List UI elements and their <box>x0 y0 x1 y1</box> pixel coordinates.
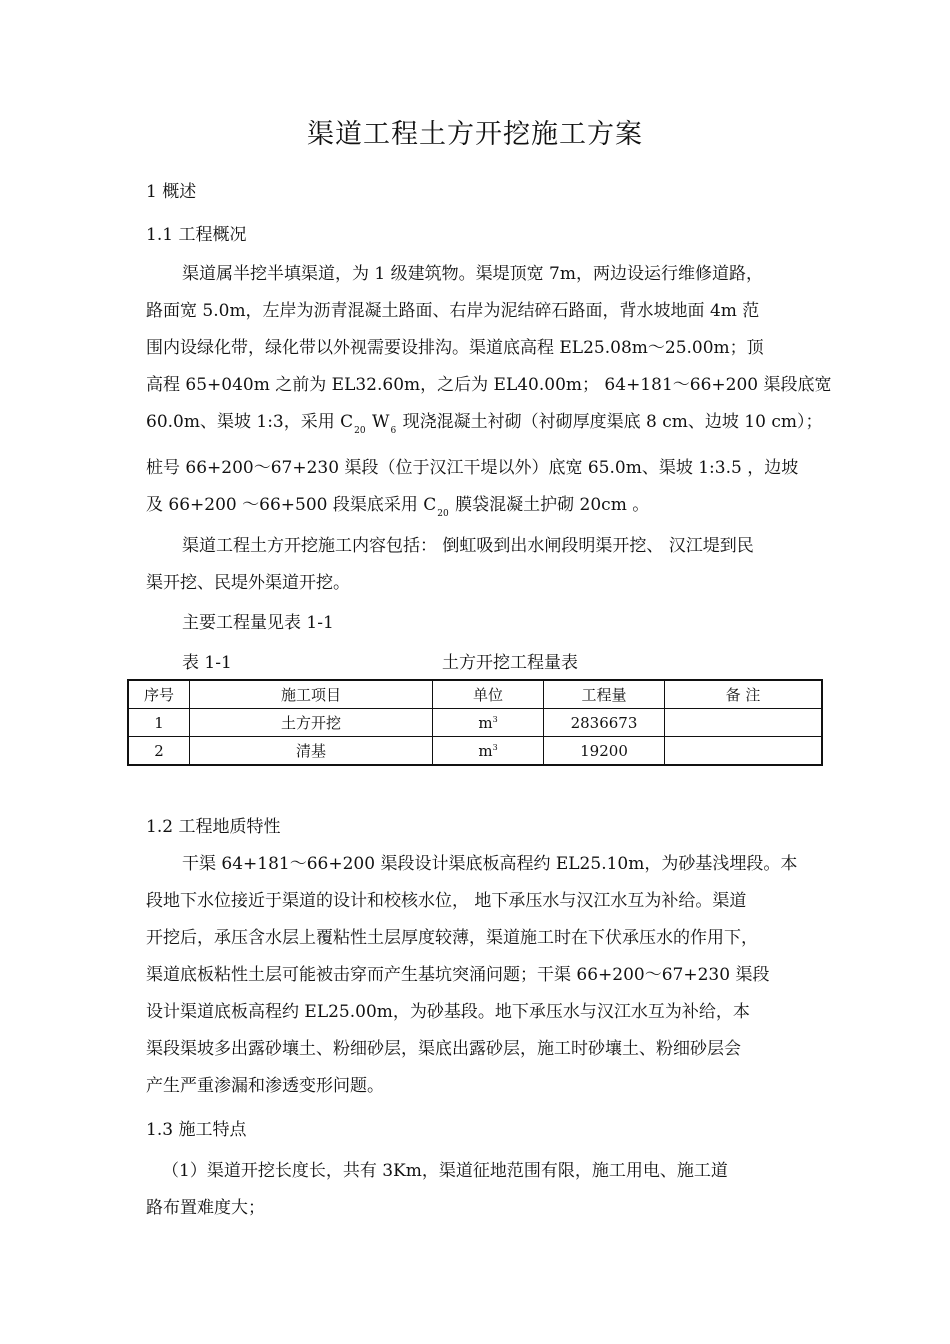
header-cell: 备 注 <box>665 680 823 709</box>
section-heading-1-2: 1.2 工程地质特性 <box>146 817 281 837</box>
table-row <box>128 737 822 766</box>
paragraph-line: 桩号 66+200～67+230 渠段（位于汉江干堤以外）底宽 65.0m、渠坡 1:3.5 ，边坡 <box>146 458 799 478</box>
paragraph-line: 渠道属半挖半填渠道，为 1 级建筑物。渠堤顶宽 7m，两边设运行维修道路， <box>182 264 763 284</box>
unit-text: m <box>478 713 493 732</box>
table-cell <box>665 709 823 737</box>
table-row <box>128 709 822 737</box>
paragraph-line: 干渠 64+181～66+200 渠段设计渠底板高程约 EL25.10m，为砂基浅埋段。本 <box>182 854 798 874</box>
text-run: 60.0m、渠坡 1:3，采用 C <box>146 412 354 432</box>
text-run: 及 66+200 ～66+500 段渠底采用 C <box>146 495 437 515</box>
paragraph-line: 渠开挖、民堤外渠道开挖。 <box>146 573 350 593</box>
header-cell: 单位 <box>433 680 544 709</box>
paragraph-line: 围内设绿化带，绿化带以外视需要设排沟。渠道底高程 EL25.08m～25.00m；顶 <box>146 338 764 358</box>
paragraph-features <box>146 1153 806 1227</box>
superscript: 3 <box>492 714 498 724</box>
paragraph-geology <box>146 846 806 1105</box>
document-title: 渠道工程土方开挖施工方案 <box>307 119 643 150</box>
section-heading-1: 1 概述 <box>146 182 197 202</box>
section-heading-1-3: 1.3 施工特点 <box>146 1120 247 1140</box>
table-cell: 2836673 <box>544 709 665 737</box>
table-cell: 2 <box>128 737 190 766</box>
table-title: 土方开挖工程量表 <box>442 653 578 673</box>
table-label: 表 1-1 <box>182 653 232 673</box>
paragraph-line: 路面宽 5.0m，左岸为沥青混凝土路面、右岸为泥结碎石路面，背水坡地面 4m 范 <box>146 301 760 321</box>
paragraph-line: 高程 65+040m 之前为 EL32.60m，之后为 EL40.00m； 64+181～66+200 渠段底宽 <box>146 375 832 395</box>
quantity-table <box>127 679 823 766</box>
paragraph-line: 渠道工程土方开挖施工内容包括： 倒虹吸到出水闸段明渠开挖、 汉江堤到民 <box>182 536 754 556</box>
paragraph-line <box>146 487 806 533</box>
subscript: 20 <box>437 509 449 519</box>
paragraph-line: 渠道底板粘性土层可能被击穿而产生基坑突涌问题；干渠 66+200～67+230 渠段 <box>146 965 770 985</box>
paragraph-scope <box>146 528 806 602</box>
paragraph-line <box>146 404 823 450</box>
header-cell: 工程量 <box>544 680 665 709</box>
table-cell <box>433 709 544 737</box>
table-cell: 土方开挖 <box>190 709 433 737</box>
header-cell: 序号 <box>128 680 190 709</box>
subscript: 20 <box>354 426 366 436</box>
paragraph-line: 设计渠道底板高程约 EL25.00m，为砂基段。地下承压水与汉江水互为补给，本 <box>146 1002 750 1022</box>
text-run: 膜袋混凝土护砌 20cm 。 <box>449 495 650 515</box>
table-header-row <box>128 680 822 709</box>
superscript: 3 <box>492 742 498 752</box>
paragraph-line: 渠段渠坡多出露砂壤土、粉细砂层，渠底出露砂层，施工时砂壤土、粉细砂层会 <box>146 1039 741 1059</box>
text-run: W <box>366 412 390 432</box>
paragraph-overview <box>146 256 832 533</box>
table-cell <box>665 737 823 766</box>
header-cell: 施工项目 <box>190 680 433 709</box>
table-cell: 清基 <box>190 737 433 766</box>
paragraph-line: 段地下水位接近于渠道的设计和校核水位， 地下承压水与汉江水互为补给。渠道 <box>146 891 747 911</box>
table-cell: 1 <box>128 709 190 737</box>
section-heading-1-1: 1.1 工程概况 <box>146 225 247 245</box>
table-cell <box>433 737 544 766</box>
table-cell: 19200 <box>544 737 665 766</box>
paragraph-line: 开挖后，承压含水层上覆粘性土层厚度较薄，渠道施工时在下伏承压水的作用下， <box>146 928 758 948</box>
paragraph-line: （1）渠道开挖长度长，共有 3Km，渠道征地范围有限，施工用电、施工道 <box>162 1161 728 1181</box>
paragraph-line: 路布置难度大； <box>146 1198 265 1218</box>
unit-text: m <box>478 741 493 760</box>
table-reference: 主要工程量见表 1-1 <box>182 613 334 633</box>
paragraph-line: 产生严重渗漏和渗透变形问题。 <box>146 1076 384 1096</box>
subscript: 6 <box>390 426 397 436</box>
text-run: 现浇混凝土衬砌（衬砌厚度渠底 8 cm、边坡 10 cm）； <box>397 412 823 432</box>
